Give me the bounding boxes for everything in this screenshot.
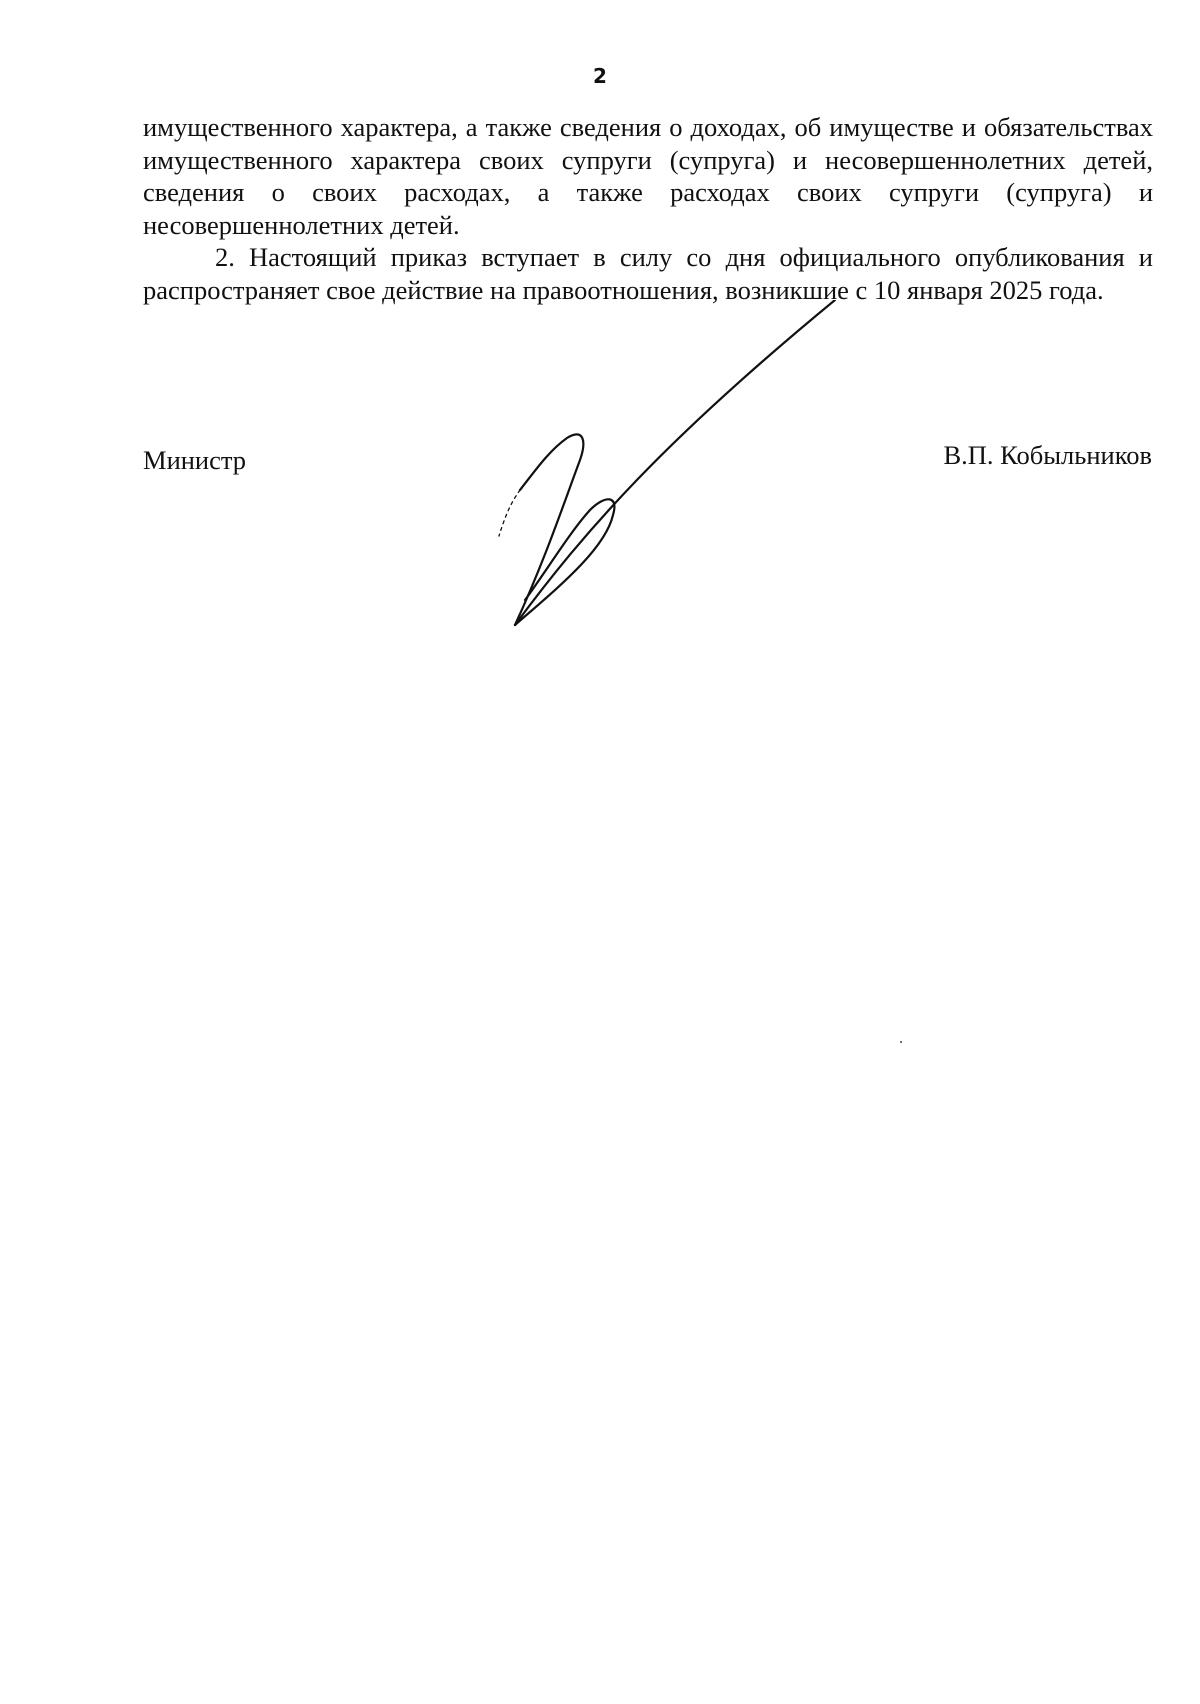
paragraph-2: 2. Настоящий приказ вступает в силу со дня официального опубликования и распространяет свое действие на правоотношения, возникшие с 10 января 2025 года. bbox=[143, 242, 1153, 305]
signatory-name: В.П. Кобыльников bbox=[943, 440, 1152, 470]
scan-speck bbox=[900, 1041, 902, 1043]
paragraph-continued: имущественного характера, а также сведения о доходах, об имуществе и обязательствах имущественного характера своих супруги (супруга) и несовершеннолетних детей, сведения о своих расходах, а также расходах своих супруги (супруга) и несовершеннолетних детей. bbox=[143, 112, 1153, 240]
page-number: 2 bbox=[593, 64, 607, 88]
signature-stroke-tail bbox=[499, 490, 520, 536]
document-body bbox=[143, 111, 1153, 306]
handwritten-signature bbox=[495, 300, 855, 640]
signature-stroke-long bbox=[515, 300, 835, 625]
signatory-title: Министр bbox=[143, 445, 247, 475]
